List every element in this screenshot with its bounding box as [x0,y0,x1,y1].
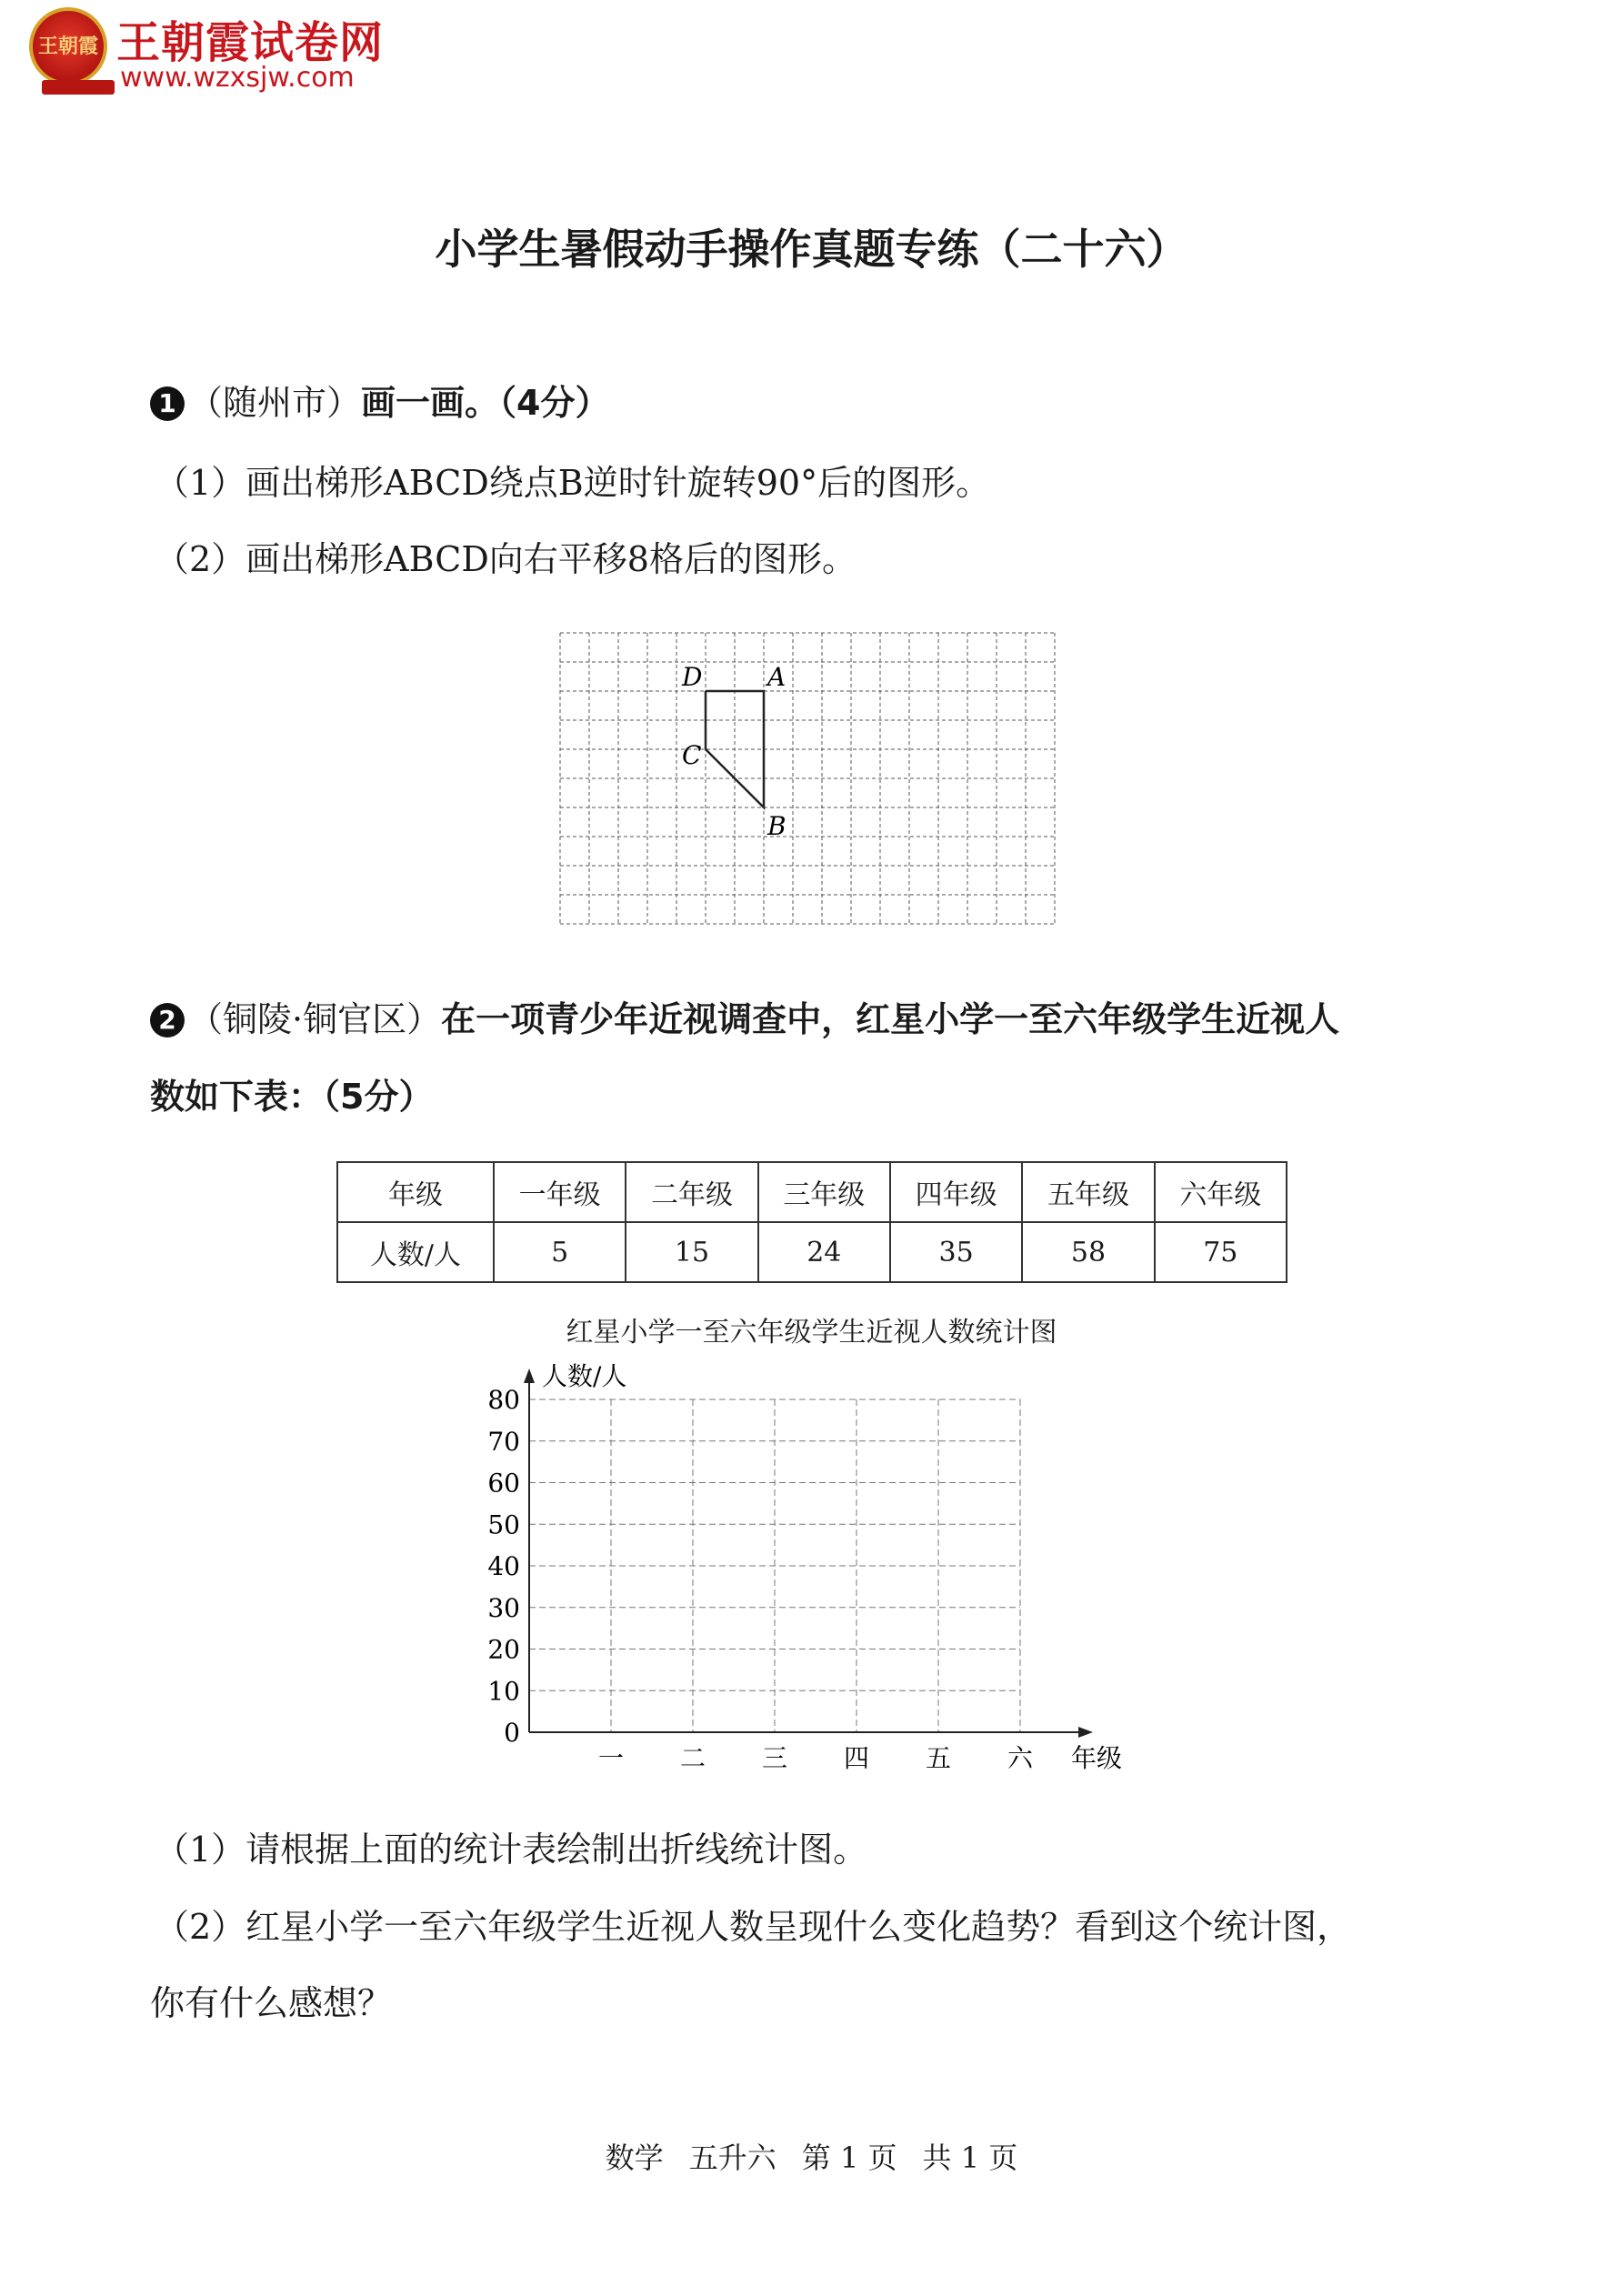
table-grade-5: 五年级 [1022,1162,1154,1222]
table-grade-3: 三年级 [758,1162,890,1222]
q1-heading [150,375,609,425]
table-count-5: 58 [1022,1222,1154,1282]
footer-subject: 数学 [605,2141,664,2175]
footer-total: 共 1 页 [922,2141,1018,2175]
line-chart [473,1359,1146,1787]
q1-prompt: 画一画。（4分） [361,383,610,423]
table-grade-6: 六年级 [1155,1162,1287,1222]
y-tick-label: 10 [487,1676,520,1707]
page-title: 小学生暑假动手操作真题专练（二十六） [435,225,1188,274]
logo-ribbon [42,80,115,95]
chart-grid [529,1399,1020,1732]
table-header-row [337,1162,1287,1222]
q1-sub2: （2）画出梯形ABCD向右平移8格后的图形。 [155,539,857,579]
x-tick-label: 一 [597,1743,625,1773]
point-c-label: C [682,740,702,770]
y-tick-label: 0 [504,1718,520,1748]
table-count-3: 24 [758,1222,890,1282]
q1-sub1: （1）画出梯形ABCD绕点B逆时针旋转90°后的图形。 [155,463,991,503]
x-tick-label: 五 [925,1743,952,1773]
brand-url[interactable]: www.wzxsjw.com [120,62,355,94]
y-tick-label: 70 [487,1426,520,1457]
x-tick-label: 六 [1007,1743,1034,1773]
chart-ticks [487,1385,1034,1773]
table-count-6: 75 [1155,1222,1287,1282]
table-header-label: 年级 [337,1162,494,1222]
table-count-2: 15 [626,1222,757,1282]
q1-grid [560,633,1055,924]
q2-sub2-line1: （2）红星小学一至六年级学生近视人数呈现什么变化趋势？看到这个统计图， [155,1907,1352,1947]
table-row-label: 人数/人 [337,1222,494,1282]
q2-heading [150,991,1339,1041]
table-grade-2: 二年级 [626,1162,757,1222]
table-count-4: 35 [890,1222,1022,1282]
table-count-1: 5 [494,1222,626,1282]
logo-seal-text: 王朝霞 [37,35,98,58]
footer-grade: 五升六 [688,2141,776,2175]
myopia-table [336,1161,1287,1283]
y-tick-label: 80 [487,1385,520,1415]
q2-prompt-line1: 在一项青少年近视调查中，红星小学一至六年级学生近视人 [441,999,1340,1039]
q1-grid-figure [546,627,1073,937]
y-tick-label: 30 [487,1592,520,1623]
q2-sub1: （1）请根据上面的统计表绘制出折线统计图。 [155,1830,868,1870]
q2-source: （铜陵·铜官区） [188,999,442,1039]
logo-seal [29,7,107,85]
y-axis-arrow [524,1369,535,1383]
x-tick-label: 二 [679,1743,706,1773]
y-tick-label: 60 [487,1468,520,1499]
point-b-label: B [767,811,786,841]
q1-source: （随州市） [188,383,362,423]
q2-sub2-line2: 你有什么感想？ [150,1983,393,2023]
table-count-row [337,1222,1287,1282]
footer-page: 第 1 页 [801,2141,897,2175]
point-d-label: D [682,662,703,692]
x-axis-label: 年级 [1071,1743,1123,1773]
x-axis-arrow [1078,1727,1093,1738]
brand-name: 王朝霞试卷网 [116,17,385,68]
chart-title: 红星小学一至六年级学生近视人数统计图 [566,1317,1057,1349]
table-grade-1: 一年级 [494,1162,626,1222]
page-footer [0,2135,1623,2177]
y-tick-label: 20 [487,1634,520,1665]
x-tick-label: 三 [761,1743,788,1773]
q2-prompt-line2: 数如下表：（5分） [150,1077,434,1117]
q1-number: 1 [150,386,185,421]
point-a-label: A [767,662,786,692]
q2-number: 2 [150,1003,185,1038]
y-axis-label: 人数/人 [542,1361,627,1391]
y-tick-label: 40 [487,1551,520,1581]
x-tick-label: 四 [843,1743,870,1773]
y-tick-label: 50 [487,1509,520,1540]
table-grade-4: 四年级 [890,1162,1022,1222]
